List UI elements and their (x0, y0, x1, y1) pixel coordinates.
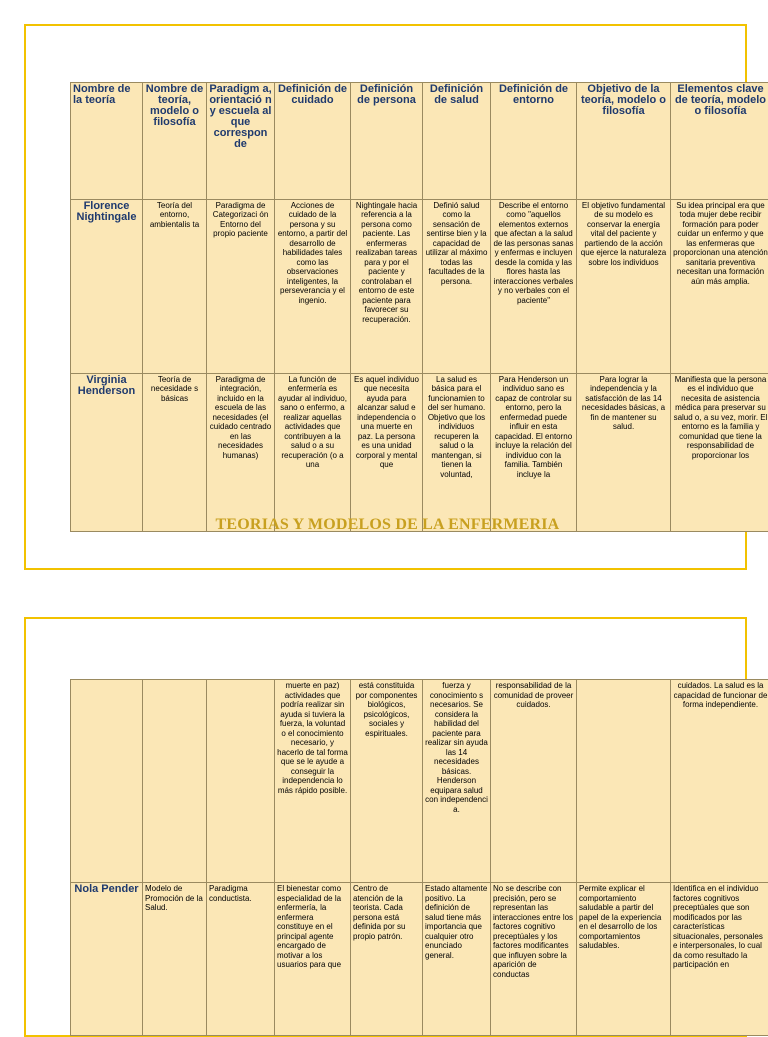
table-cell: Centro de atención de la teorista. Cada persona está definida por su propio patrón. (351, 883, 423, 1036)
header-cell: Definición de cuidado (275, 83, 351, 200)
header-cell: Nombre de teoría, modelo o filosofía (143, 83, 207, 200)
table-cell: Es aquel individuo que necesita ayuda para alcanzar salud e independencia o una muerte en paz. La persona es una unidad corporal y mental que (351, 373, 423, 531)
slide-1 (24, 24, 747, 570)
header-cell: Definición de entorno (491, 83, 577, 200)
theorist-name: Virginia Henderson (71, 373, 143, 531)
table-cell: Paradigma conductista. (207, 883, 275, 1036)
header-cell: Nombre de la teoría (71, 83, 143, 200)
table-cell: Permite explicar el comportamiento saludable a partir del papel de la experiencia en el desarrollo de los comportamientos saludables. (577, 883, 671, 1036)
table-cell: El bienestar como especialidad de la enfermería, la enfermera constituye en el principal agente encargado de motivar a los usuarios para que (275, 883, 351, 1036)
theorist-name: Florence Nightingale (71, 199, 143, 373)
table-row (71, 373, 768, 531)
theories-table-slide-1 (70, 82, 768, 532)
table-cell: Su idea principal era que toda mujer debe recibir formación para poder cuidar un enfermo y que las enfermeras que proporcionan una atención sanitaria preventiva necesitan una formación aún más amplia. (671, 199, 768, 373)
table-cell: Paradigma de integración, incluido en la escuela de las necesidades (el cuidado centrado en las necesidades humanas) (207, 373, 275, 531)
theorist-name: Nola Pender (71, 883, 143, 1036)
header-cell: Definición de persona (351, 83, 423, 200)
slide-2 (24, 617, 747, 1037)
table-cell: Definió salud como la sensación de sentirse bien y la capacidad de utilizar al máximo todas las facultades de la persona. (423, 199, 491, 373)
table-cell: Teoría de necesidade s básicas (143, 373, 207, 531)
table-cell: responsabilidad de la comunidad de proveer cuidados. (491, 680, 577, 883)
table-cell: Modelo de Promoción de la Salud. (143, 883, 207, 1036)
table-cell: muerte en paz) actividades que podría realizar sin ayuda si tuviera la fuerza, la voluntad o el conocimiento necesario, y hacerlo de tal forma que se le ayude a conseguir la independencia lo más rápido posible. (275, 680, 351, 883)
header-cell: Definición de salud (423, 83, 491, 200)
table-cell: Identifica en el individuo factores cognitivos preceptúales que son modificados por las características situacionales, personales e interpersonales, lo cual da como resultado la participación en (671, 883, 768, 1036)
table-cell: Para lograr la independencia y la satisfacción de las 14 necesidades básicas, a fin de mantener su salud. (577, 373, 671, 531)
table-row (71, 883, 768, 1036)
table-cell: Describe el entorno como "aquellos elementos externos que afectan a la salud de las personas sanas y enfermas e incluyen desde la comida y las flores hasta las interacciones verbales y no verbales con el paciente" (491, 199, 577, 373)
header-row (71, 83, 768, 200)
table-cell: Manifiesta que la persona es el individuo que necesita de asistencia médica para preservar su salud o, a su vez, morir. El entorno es la familia y comunidad que tiene la responsabilidad de proporcionar los (671, 373, 768, 531)
table-cell (207, 680, 275, 883)
table-cell: No se describe con precisión, pero se representan las interacciones entre los factores cognitivo preceptúales y los factores modificantes que influyen sobre la aparición de conductas (491, 883, 577, 1036)
table-row (71, 199, 768, 373)
header-cell: Objetivo de la teoría, modelo o filosofía (577, 83, 671, 200)
table-cell: Para Henderson un individuo sano es capaz de controlar su entorno, pero la enfermedad puede influir en esta capacidad. El entorno incluye la relación del individuo con la familia. También incluye la (491, 373, 577, 531)
table-cell: Acciones de cuidado de la persona y su entorno, a partir del desarrollo de habilidades tales como las observaciones inteligentes, la perseverancia y el ingenio. (275, 199, 351, 373)
theorist-name (71, 680, 143, 883)
table-cell (577, 680, 671, 883)
table-cell: está constituida por componentes biológicos, psicológicos, sociales y espirituales. (351, 680, 423, 883)
table-cell: Paradigma de Categorizaci ón Entorno del propio paciente (207, 199, 275, 373)
table-cell: Nightingale hacia referencia a la persona como paciente. Las enfermeras realizaban tareas para y por el paciente y controlaban el entorno de este paciente para favorecer su recuperación. (351, 199, 423, 373)
table-row (71, 680, 768, 883)
table-cell: El objetivo fundamental de su modelo es conservar la energía vital del paciente y partiendo de la acción que ejerce la naturaleza sobre los individuos (577, 199, 671, 373)
table-cell (143, 680, 207, 883)
table-cell: Teoría del entorno, ambientalis ta (143, 199, 207, 373)
header-cell: Paradigm a, orientació n y escuela al que correspon de (207, 83, 275, 200)
table-cell: fuerza y conocimiento s necesarios. Se considera la habilidad del paciente para realizar sin ayuda las 14 necesidades básicas. Henderson equipara salud con independenci a. (423, 680, 491, 883)
slide-title: TEORIAS Y MODELOS DE LA ENFERMERIA (26, 516, 749, 534)
table-cell: Estado altamente positivo. La definición de salud tiene más importancia que cualquier otro enunciado general. (423, 883, 491, 1036)
header-cell: Elementos clave de teoría, modelo o filosofía (671, 83, 768, 200)
theories-table-slide-2 (70, 679, 768, 1036)
table-cell: cuidados. La salud es la capacidad de funcionar de forma independiente. (671, 680, 768, 883)
table-cell: La función de enfermería es ayudar al individuo, sano o enfermo, a realizar aquellas actividades que contribuyen a la salud o a su recuperación (o a una (275, 373, 351, 531)
table-cell: La salud es básica para el funcionamien to del ser humano. Objetivo que los individuos recuperen la salud o la mantengan, si tienen la voluntad, (423, 373, 491, 531)
